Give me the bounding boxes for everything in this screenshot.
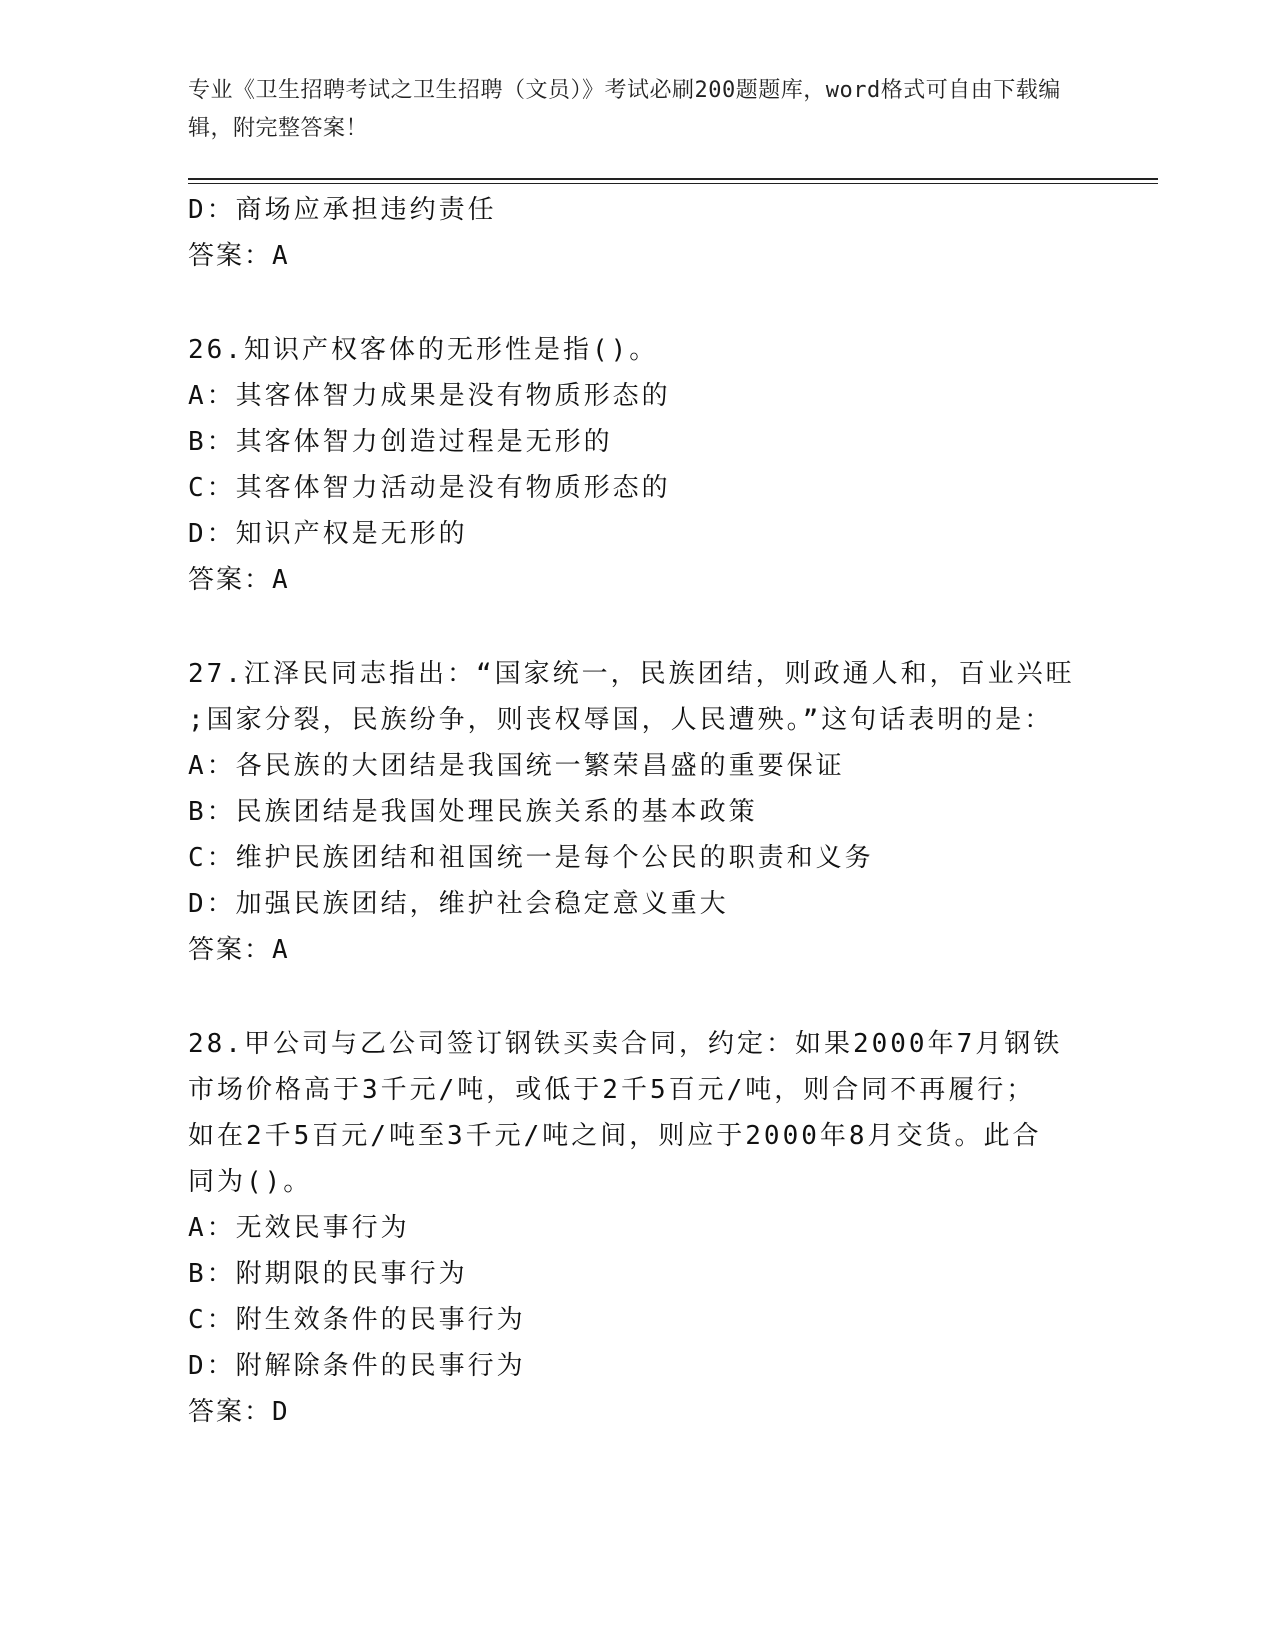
option-c: C：维护民族团结和祖国统一是每个公民的职责和义务 — [188, 843, 874, 873]
question-block — [188, 1021, 1088, 1435]
answer-value: A — [272, 565, 290, 595]
question-text: ;国家分裂，民族纷争，则丧权辱国，人民遭殃。”这句话表明的是： — [188, 705, 1054, 735]
question-block — [188, 327, 1088, 603]
header-text: 专业《卫生招聘考试之卫生招聘（文员）》考试必刷200题题库，word格式可自由下载编辑，附完整答案！ — [188, 78, 1061, 141]
option-c: C：附生效条件的民事行为 — [188, 1305, 526, 1335]
question-text: 如在2千5百元/吨至3千元/吨之间，则应于2000年8月交货。此合 — [188, 1121, 1042, 1151]
question-text: 26.知识产权客体的无形性是指()。 — [188, 335, 659, 365]
answer-label: 答案： — [188, 935, 273, 965]
option-a: A：各民族的大团结是我国统一繁荣昌盛的重要保证 — [188, 751, 845, 781]
question-text: 27.江泽民同志指出：“国家统一，民族团结，则政通人和，百业兴旺 — [188, 659, 1075, 689]
answer-line — [188, 1389, 1088, 1435]
question-text: 市场价格高于3千元/吨，或低于2千5百元/吨，则合同不再履行； — [188, 1075, 1036, 1105]
answer-label: 答案： — [188, 565, 273, 595]
header-rule-thick — [188, 178, 1158, 180]
answer-label: 答案： — [188, 1397, 273, 1427]
answer-line — [188, 233, 1088, 279]
option-b: B：其客体智力创造过程是无形的 — [188, 427, 613, 457]
option-d: D：加强民族团结，维护社会稳定意义重大 — [188, 889, 729, 919]
document-body — [188, 187, 1088, 1435]
option-d: D：附解除条件的民事行为 — [188, 1351, 526, 1381]
answer-value: A — [272, 935, 290, 965]
page-header — [188, 72, 1068, 148]
header-rule-thin — [188, 183, 1158, 184]
question-text: 同为()。 — [188, 1167, 313, 1197]
question-block — [188, 651, 1088, 973]
option-b: B：民族团结是我国处理民族关系的基本政策 — [188, 797, 758, 827]
answer-line — [188, 927, 1088, 973]
option-d: D：知识产权是无形的 — [188, 519, 468, 549]
option-c: C：其客体智力活动是没有物质形态的 — [188, 473, 671, 503]
option-a: A：无效民事行为 — [188, 1213, 410, 1243]
answer-value: D — [272, 1397, 290, 1427]
option-d: D：商场应承担违约责任 — [188, 195, 497, 225]
answer-value: A — [272, 241, 290, 271]
answer-line — [188, 557, 1088, 603]
question-text: 28.甲公司与乙公司签订钢铁买卖合同，约定：如果2000年7月钢铁 — [188, 1029, 1063, 1059]
answer-label: 答案： — [188, 241, 273, 271]
option-a: A：其客体智力成果是没有物质形态的 — [188, 381, 671, 411]
option-b: B：附期限的民事行为 — [188, 1259, 468, 1289]
